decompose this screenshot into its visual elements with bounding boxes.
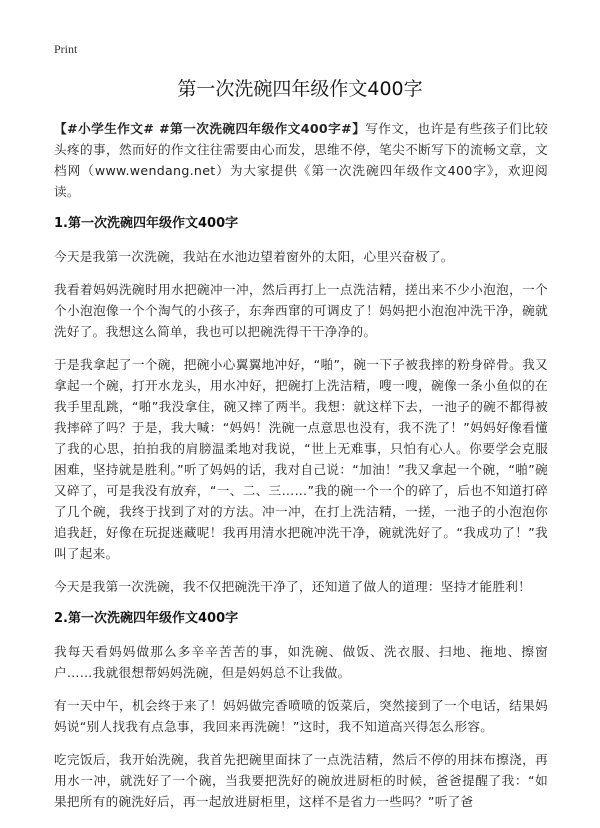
print-label: Print xyxy=(54,42,78,56)
page-title: 第一次洗碗四年级作文400字 xyxy=(177,78,423,100)
section-2-paragraph-3: 吃完饭后，我开始洗碗，我首先把碗里面抹了一点洗洁精，然后不停的用抹布擦浇，再用水一冲，就洗好了一个碗，当我要把洗好的碗放进厨柜的时候，爸爸提醒了我：“如果把所有的碗洗好后，再一起放进厨柜里，这样不是省力一些吗？”听了爸 xyxy=(54,752,548,809)
section-2-heading: 2.第一次洗碗四年级作文400字 xyxy=(54,611,239,626)
section-1-paragraph-1: 今天是我第一次洗碗，我站在水池边望着窗外的太阳，心里兴奋极了。 xyxy=(54,249,454,264)
article-body xyxy=(54,118,548,824)
section-1-paragraph-3: 于是我拿起了一个碗，把碗小心翼翼地冲好，“啪”，碗一下子被我摔的粉身碎骨。我又拿起一个碗，打开水龙头，用水冲好，把碗打上洗洁精，嗖一嗖，碗像一条小鱼似的在我手里乱跳，“啪”我没拿住，碗又摔了两半。我想：就这样下去，一池子的碗不都得被我摔碎了吗？于是，我大喊：“妈妈！洗碗一点意思也没有，我不洗了！”妈妈好像看懂了我的心思，拍拍我的肩膀温柔地对我说，“世上无难事，只怕有心人。你要学会克服困难，坚持就是胜利。”听了妈妈的话，我对自己说：“加油！”我又拿起一个碗，“啪”碗又碎了，可是我没有放弃，“一、二、三……”我的碗一个一个的碎了，后也不知道打碎了几个碗，我终于找到了对的方法。冲一冲，在打上洗洁精，一搓，一池子的小泡泡你追我赶，好像在玩捉迷藏呢！我再用清水把碗冲洗干净，碗就洗好了。“我成功了！”我叫了起来。 xyxy=(54,357,548,561)
intro-tags: 【#小学生作文# #第一次洗碗四年级作文400字#】 xyxy=(54,121,366,136)
section-2-paragraph-2: 有一天中午，机会终于来了！妈妈做完香喷喷的饭菜后，突然接到了一个电话，结果妈妈说“别人找我有点急事，我回来再洗碗！”这时，我不知道高兴得怎么形容。 xyxy=(54,698,548,734)
intro-paragraph xyxy=(54,118,548,202)
section-1-heading: 1.第一次洗碗四年级作文400字 xyxy=(54,216,239,231)
section-1-paragraph-4: 今天是我第一次洗碗，我不仅把碗洗干净了，还知道了做人的道理：坚持才能胜利！ xyxy=(54,579,532,594)
section-2-paragraph-1: 我每天看妈妈做那么多辛辛苦苦的事，如洗碗、做饭、洗衣服、扫地、拖地、擦窗户……我就很想帮妈妈洗碗，但是妈妈总不让我做。 xyxy=(54,644,548,680)
intro-text: 写作文，也许是有些孩子们比较头疼的事，然而好的作文往往需要由心而发，思维不停，笔尖不断写下的流畅文章，文档网（www.wendang.net）为大家提供《第一次洗碗四年级作文400字》，欢迎阅读。 xyxy=(54,121,549,199)
section-1-paragraph-2: 我看着妈妈洗碗时用水把碗冲一冲，然后再打上一点洗洁精，搓出来不少小泡泡，一个个小泡泡像一个个淘气的小孩子，东奔西窜的可调皮了！妈妈把小泡泡冲洗干净，碗就洗好了。我想这么简单，我也可以把碗洗得干干净净的。 xyxy=(54,282,548,339)
